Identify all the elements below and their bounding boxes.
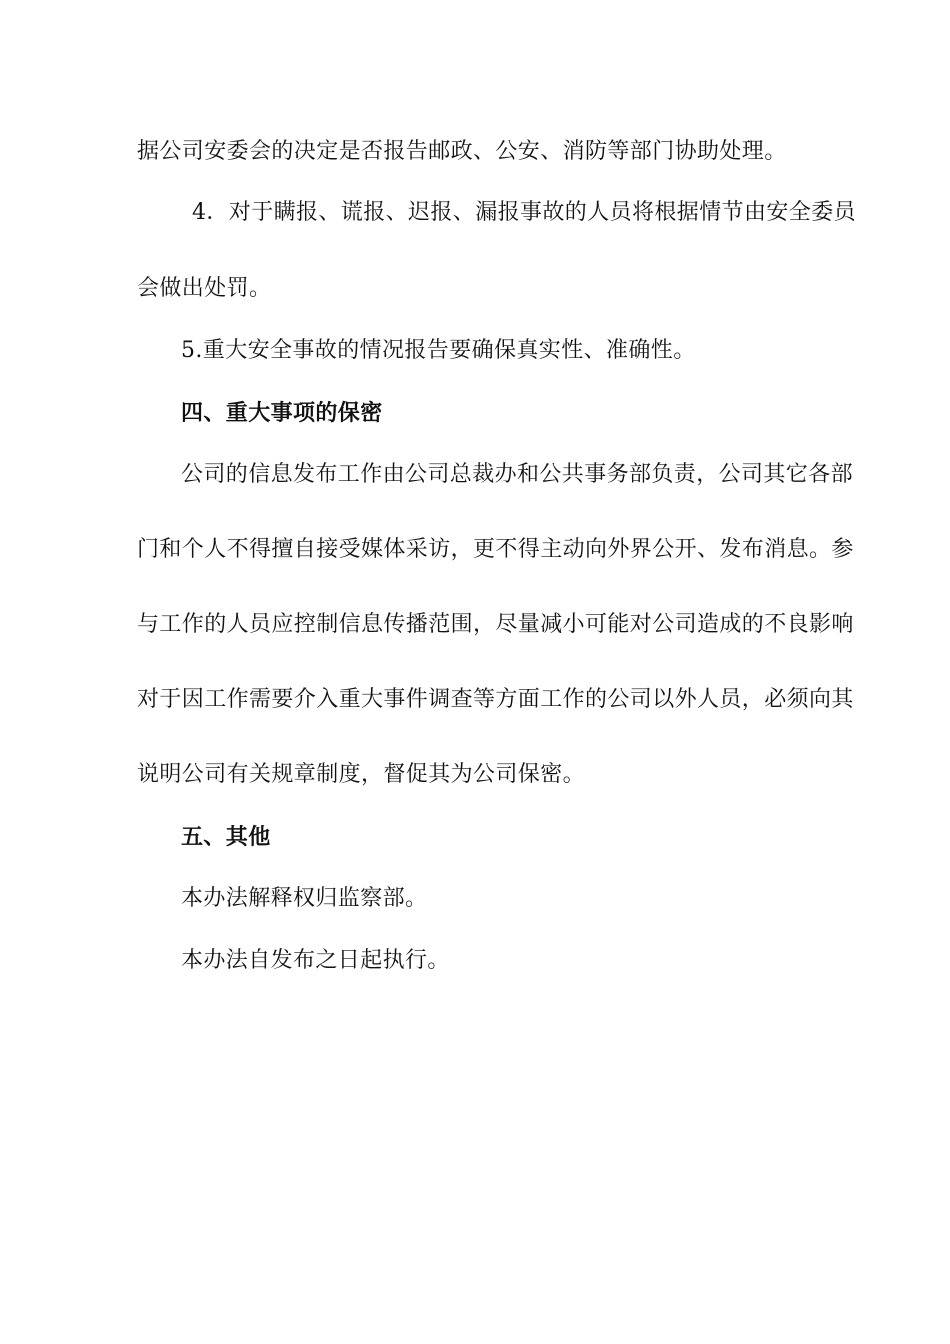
paragraph-line: 公司的信息发布工作由公司总裁办和公共事务部负责，公司其它各部 [181,462,854,487]
section-heading: 四、重大事项的保密 [181,400,383,426]
paragraph-line: 本办法自发布之日起执行。 [181,948,450,973]
section-heading: 五、其他 [181,824,271,850]
paragraph-line: 门和个人不得擅自接受媒体采访，更不得主动向外界公开、发布消息。参 [137,537,854,562]
paragraph-line: 说明公司有关规章制度，督促其为公司保密。 [137,762,586,787]
paragraph-line: 据公司安委会的决定是否报告邮政、公安、消防等部门协助处理。 [137,139,787,164]
paragraph-line: 5.重大安全事故的情况报告要确保真实性、准确性。 [181,338,696,363]
paragraph-line: 会做出处罚。 [137,276,272,301]
paragraph-line: 与工作的人员应控制信息传播范围，尽量减小可能对公司造成的不良影响 [137,612,854,637]
paragraph-line: 对于因工作需要介入重大事件调查等方面工作的公司以外人员，必须向其 [137,687,854,712]
paragraph-line: 本办法解释权归监察部。 [181,886,428,911]
paragraph-line: 4．对于瞒报、谎报、迟报、漏报事故的人员将根据情节由安全委员 [192,200,856,225]
